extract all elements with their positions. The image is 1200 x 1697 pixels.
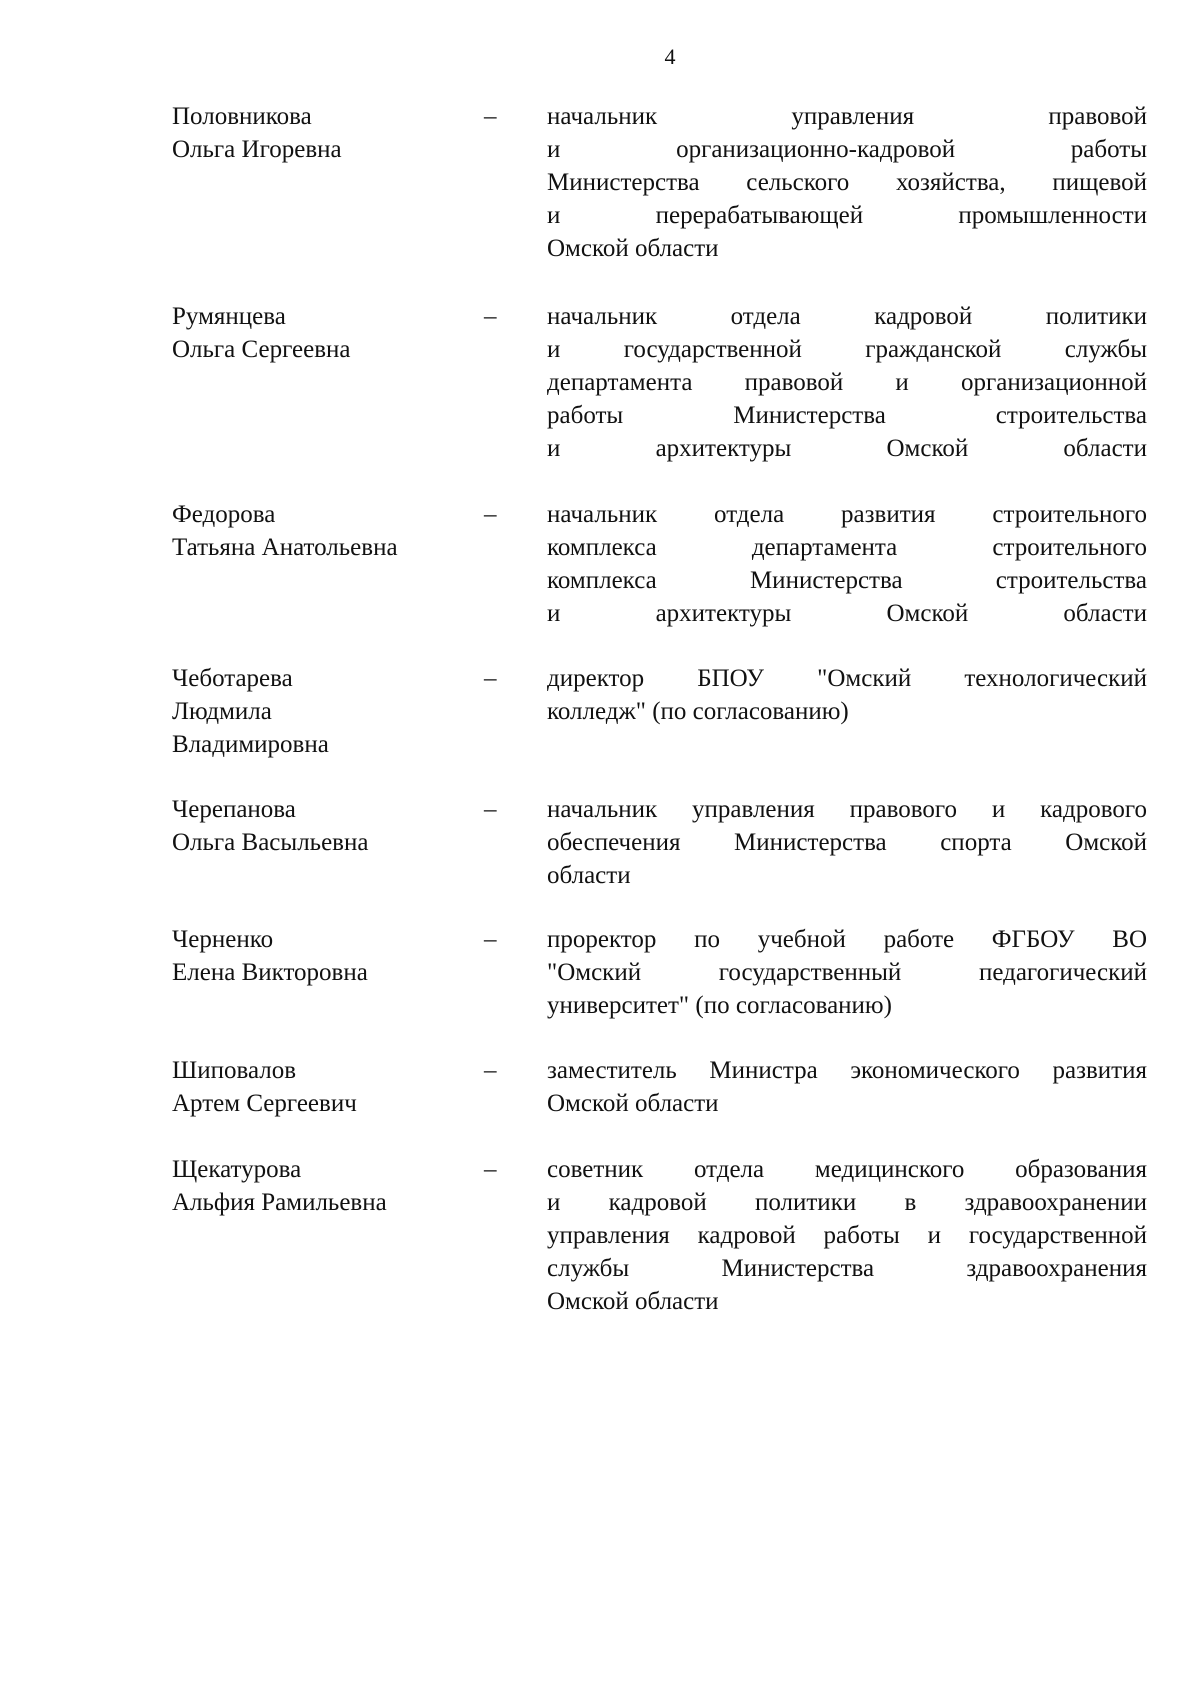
dash-separator: – <box>484 1156 497 1183</box>
position-line: и архитектуры Омской области <box>547 600 1147 627</box>
member-position <box>547 662 1147 728</box>
name-line: Ольга Сергеевна <box>172 336 351 363</box>
dash-separator: – <box>484 926 497 953</box>
name-line: Ольга Васыльевна <box>172 829 369 856</box>
position-line: начальник отдела развития строительного <box>547 501 1147 528</box>
dash-separator: – <box>484 1057 497 1084</box>
member-position <box>547 923 1147 1022</box>
page-number: 4 <box>664 44 676 69</box>
dash-separator: – <box>484 796 497 823</box>
position-line: службы Министерства здравоохранения <box>547 1255 1147 1282</box>
member-position <box>547 300 1147 465</box>
dash-separator: – <box>484 665 497 692</box>
position-line: начальник управления правовой <box>547 103 1147 130</box>
position-line: начальник управления правового и кадрового <box>547 796 1147 823</box>
position-line: заместитель Министра экономического развития <box>547 1057 1147 1084</box>
name-line: Румянцева <box>172 303 286 330</box>
member-name <box>172 498 472 564</box>
position-line: Министерства сельского хозяйства, пищевой <box>547 169 1147 196</box>
position-line: советник отдела медицинского образования <box>547 1156 1147 1183</box>
name-line: Чеботарева <box>172 665 293 692</box>
name-line: Щекатурова <box>172 1156 302 1183</box>
position-line: комплекса Министерства строительства <box>547 567 1147 594</box>
member-name <box>172 1054 472 1120</box>
position-line: и государственной гражданской службы <box>547 336 1147 363</box>
member-position <box>547 100 1147 265</box>
name-line: Альфия Рамильевна <box>172 1189 387 1216</box>
position-line: и организационно-кадровой работы <box>547 136 1147 163</box>
position-line: Омской области <box>547 1090 719 1117</box>
member-name <box>172 1153 472 1219</box>
member-position <box>547 1153 1147 1318</box>
dash-separator: – <box>484 501 497 528</box>
position-line: начальник отдела кадровой политики <box>547 303 1147 330</box>
position-line: проректор по учебной работе ФГБОУ ВО <box>547 926 1147 953</box>
position-line: комплекса департамента строительного <box>547 534 1147 561</box>
name-line: Шиповалов <box>172 1057 297 1084</box>
position-line: управления кадровой работы и государственной <box>547 1222 1147 1249</box>
position-line: и архитектуры Омской области <box>547 435 1147 462</box>
member-position <box>547 498 1147 630</box>
name-line: Половникова <box>172 103 312 130</box>
member-name <box>172 923 472 989</box>
position-line: обеспечения Министерства спорта Омской <box>547 829 1147 856</box>
position-line: работы Министерства строительства <box>547 402 1147 429</box>
position-line: и перерабатывающей промышленности <box>547 202 1147 229</box>
position-line: департамента правовой и организационной <box>547 369 1147 396</box>
member-name <box>172 793 472 859</box>
position-line: Омской области <box>547 235 719 262</box>
name-line: Людмила <box>172 698 272 725</box>
position-line: директор БПОУ "Омский технологический <box>547 665 1147 692</box>
position-line: области <box>547 862 631 889</box>
name-line: Черненко <box>172 926 274 953</box>
name-line: Ольга Игоревна <box>172 136 342 163</box>
name-line: Владимировна <box>172 731 329 758</box>
name-line: Елена Викторовна <box>172 959 368 986</box>
member-position <box>547 793 1147 892</box>
position-line: и кадровой политики в здравоохранении <box>547 1189 1147 1216</box>
position-line: колледж" (по согласованию) <box>547 698 849 725</box>
position-line: университет" (по согласованию) <box>547 992 892 1019</box>
position-line: Омской области <box>547 1288 719 1315</box>
name-line: Артем Сергеевич <box>172 1090 357 1117</box>
member-name <box>172 662 472 761</box>
member-name <box>172 300 472 366</box>
dash-separator: – <box>484 103 497 130</box>
name-line: Черепанова <box>172 796 296 823</box>
member-position <box>547 1054 1147 1120</box>
position-line: "Омский государственный педагогический <box>547 959 1147 986</box>
name-line: Татьяна Анатольевна <box>172 534 398 561</box>
name-line: Федорова <box>172 501 276 528</box>
dash-separator: – <box>484 303 497 330</box>
member-name <box>172 100 472 166</box>
